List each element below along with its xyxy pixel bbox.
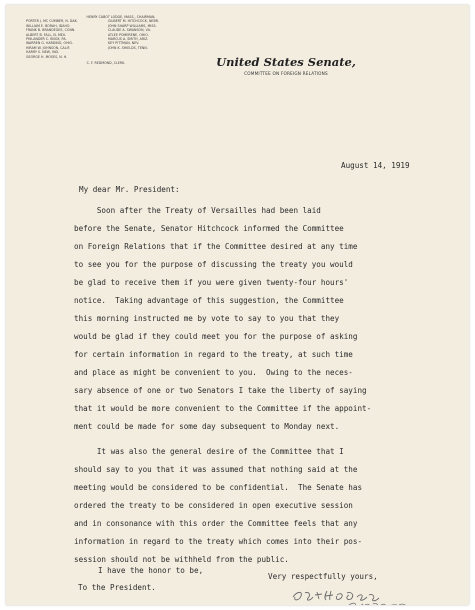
members-right-column (108, 19, 186, 59)
member-name: HIRAM W. JOHNSON, CALIF. (26, 45, 71, 50)
member-name: FRANK B. BRANDEGEE, CONN. (26, 28, 76, 33)
body-line: session should not be withheld from the public. (74, 555, 289, 564)
body-line: meeting would be considered to be confidential. The Senate has (74, 483, 363, 492)
member-name: WARREN G. HARDING, OHIO. (26, 41, 74, 46)
committee-members-list (26, 15, 186, 95)
body-line: this morning instructed me by vote to say to you that they (74, 314, 340, 323)
letter-page (6, 5, 469, 605)
body-line: before the Senate, Senator Hitchcock informed the Committee (74, 224, 344, 233)
member-name: GILBERT M. HITCHCOCK, NEBR. (108, 19, 159, 24)
body-line: would be glad if they could meet you for the purpose of asking (74, 332, 358, 341)
member-name: CLAUDE A. SWANSON, VA. (108, 28, 151, 33)
body-line: ordered the treaty to be considered in open executive session (74, 501, 353, 510)
letterhead-title: United States Senate, (216, 55, 356, 69)
member-name: PORTER J. MC CUMBER, N. DAK. (26, 19, 78, 24)
member-name: ALBERT B. FALL, N. MEX. (26, 32, 67, 37)
letter-date: August 14, 1919 (341, 161, 410, 170)
member-name: HARRY S. NEW, IND. (26, 50, 60, 55)
letterhead-committee: COMMITTEE ON FOREIGN RELATIONS (244, 71, 328, 76)
member-name: MARCUS A. SMITH, ARIZ. (108, 37, 149, 42)
body-line: should say to you that it was assumed that nothing said at the (74, 465, 358, 474)
handwritten-signature (289, 583, 429, 605)
member-name: WILLIAM E. BORAH, IDAHO. (26, 23, 71, 28)
body-line: that it would be more convenient to the Committee if the appoint- (74, 404, 372, 413)
body-line: be glad to receive them if you were given twenty-four hours' (74, 278, 349, 287)
body-line: and place as might be convenient to you. Owing to the neces- (74, 368, 353, 377)
member-name: GEORGE H. MOSES, N. H. (26, 54, 68, 59)
members-left-column (26, 19, 104, 59)
clerk-name: C. F. REDMOND, CLERK. (86, 61, 126, 66)
salutation: My dear Mr. President: (79, 185, 180, 194)
closing-honor: I have the honor to be, (98, 566, 204, 575)
member-name: KEY PITTMAN, NEV. (108, 41, 140, 46)
body-line: Soon after the Treaty of Versailles had been laid (74, 206, 321, 215)
member-name: PHILANDER C. KNOX, PA. (26, 37, 67, 42)
body-line: It was also the general desire of the Committee that I (74, 447, 344, 456)
body-line: and in consonance with this order the Committee feels that any (74, 519, 358, 528)
body-line: notice. Taking advantage of this suggestion, the Committee (74, 296, 344, 305)
body-line: information in regard to the treaty which comes into their pos- (74, 537, 363, 546)
addressee-line: To the President. (78, 583, 156, 592)
chairman-name: HENRY CABOT LODGE, MASS., CHAIRMAN. (86, 15, 156, 19)
body-line: ment could be made for some day subsequent to Monday next. (74, 422, 340, 431)
body-line: on Foreign Relations that if the Committee desired at any time (74, 242, 358, 251)
closing-respectfully: Very respectfully yours, (268, 572, 378, 581)
body-line: to see you for the purpose of discussing the treaty you would (74, 260, 353, 269)
member-name: JOHN SHARP WILLIAMS, MISS. (108, 23, 157, 28)
body-line: for certain information in regard to the treaty, at such time (74, 350, 353, 359)
member-name: ATLEE POMERENE, OHIO. (108, 32, 149, 37)
body-line: sary absence of one or two Senators I take the liberty of saying (74, 386, 367, 395)
member-name: JOHN K. SHIELDS, TENN. (108, 45, 148, 50)
